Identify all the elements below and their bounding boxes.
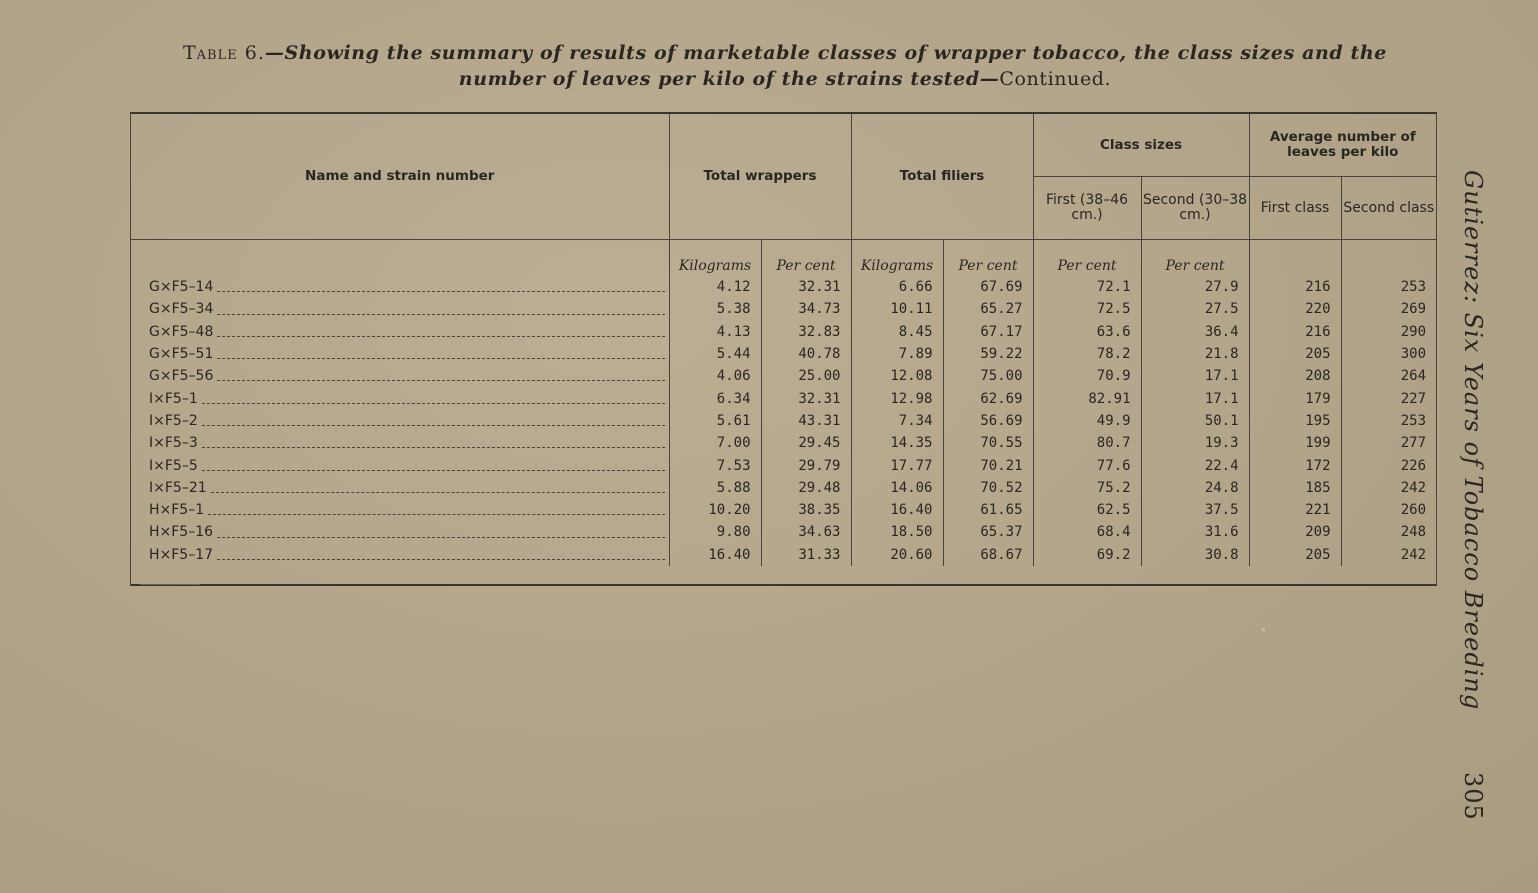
strain-name-cell [131, 499, 669, 521]
table-row [131, 544, 1436, 566]
fillers-kg-cell: 7.89 [851, 343, 943, 365]
strain-name-cell [131, 432, 669, 454]
first-size-percent-cell: 49.9 [1033, 410, 1141, 432]
first-class-leaves-cell: 209 [1249, 521, 1341, 543]
table-title: —Showing the summary of results of marketable classes of wrapper tobacco, the class sizes and the number of leaves per kilo of the strains tested— [264, 42, 1387, 90]
table-row [131, 365, 1436, 387]
leader-dots [208, 514, 665, 515]
fillers-kg-cell: 20.60 [851, 544, 943, 566]
wrappers-percent-cell: 34.63 [761, 521, 851, 543]
strain-name: H×F5–17 [149, 546, 214, 563]
fillers-percent-cell: 67.17 [943, 321, 1033, 343]
fillers-percent-cell: 70.21 [943, 454, 1033, 476]
second-size-percent-cell: 30.8 [1141, 544, 1249, 566]
results-table-frame [130, 112, 1437, 586]
leader-dots [217, 291, 665, 292]
strain-name-cell [131, 544, 669, 566]
header-class-sizes: Class sizes [1033, 114, 1249, 177]
strain-name-cell [131, 343, 669, 365]
leader-dots [217, 537, 665, 538]
paper-speck [140, 584, 200, 585]
second-size-percent-cell: 22.4 [1141, 454, 1249, 476]
second-class-leaves-cell: 242 [1341, 544, 1436, 566]
fillers-percent-cell: 67.69 [943, 276, 1033, 298]
table-row [131, 521, 1436, 543]
second-class-leaves-cell: 277 [1341, 432, 1436, 454]
first-class-leaves-cell: 216 [1249, 321, 1341, 343]
table-row [131, 387, 1436, 409]
first-size-percent-cell: 69.2 [1033, 544, 1141, 566]
second-size-percent-cell: 27.5 [1141, 298, 1249, 320]
second-class-leaves-cell: 260 [1341, 499, 1436, 521]
strain-name-cell [131, 365, 669, 387]
second-class-leaves-cell: 253 [1341, 276, 1436, 298]
second-size-percent-cell: 24.8 [1141, 477, 1249, 499]
table-row [131, 454, 1436, 476]
wrappers-percent-cell: 25.00 [761, 365, 851, 387]
wrappers-kg-cell: 7.53 [669, 454, 761, 476]
first-class-leaves-cell: 221 [1249, 499, 1341, 521]
header-name-strain: Name and strain number [305, 168, 495, 184]
strain-name-cell [131, 477, 669, 499]
fillers-percent-cell: 56.69 [943, 410, 1033, 432]
header-total-fillers: Total filiers [851, 114, 1033, 240]
fillers-kg-cell: 18.50 [851, 521, 943, 543]
strain-name-cell [131, 387, 669, 409]
strain-name-cell [131, 276, 669, 298]
first-class-leaves-cell: 205 [1249, 544, 1341, 566]
first-size-percent-cell: 78.2 [1033, 343, 1141, 365]
fillers-percent-cell: 70.52 [943, 477, 1033, 499]
second-class-leaves-cell: 242 [1341, 477, 1436, 499]
wrappers-percent-cell: 32.31 [761, 276, 851, 298]
fillers-kg-cell: 17.77 [851, 454, 943, 476]
second-size-percent-cell: 50.1 [1141, 410, 1249, 432]
wrappers-kg-cell: 5.61 [669, 410, 761, 432]
strain-name: I×F5–1 [149, 390, 198, 407]
first-class-leaves-cell: 185 [1249, 477, 1341, 499]
fillers-percent-cell: 59.22 [943, 343, 1033, 365]
wrappers-percent-cell: 32.83 [761, 321, 851, 343]
first-class-leaves-cell: 208 [1249, 365, 1341, 387]
wrappers-kg-cell: 9.80 [669, 521, 761, 543]
table-row [131, 410, 1436, 432]
wrappers-percent-cell: 29.48 [761, 477, 851, 499]
strain-name: G×F5–48 [149, 323, 214, 340]
first-class-leaves-cell: 199 [1249, 432, 1341, 454]
continued-note: Continued. [999, 68, 1112, 90]
header-total-wrappers: Total wrappers [669, 114, 851, 240]
fillers-percent-cell: 62.69 [943, 387, 1033, 409]
leader-dots [217, 314, 665, 315]
unit-empty [1341, 240, 1436, 277]
leader-dots [202, 470, 665, 471]
running-head: Gutierrez: Six Years of Tobacco Breeding [1459, 170, 1487, 711]
first-class-leaves-cell: 220 [1249, 298, 1341, 320]
table-row [131, 499, 1436, 521]
first-class-leaves-cell: 195 [1249, 410, 1341, 432]
leader-dots [202, 403, 665, 404]
leader-dots [217, 380, 665, 381]
second-size-percent-cell: 17.1 [1141, 387, 1249, 409]
strain-name: G×F5–14 [149, 279, 214, 296]
table-row [131, 276, 1436, 298]
unit-kilograms-wrappers: Kilograms [669, 240, 761, 277]
table-row [131, 298, 1436, 320]
second-class-leaves-cell: 264 [1341, 365, 1436, 387]
first-size-percent-cell: 77.6 [1033, 454, 1141, 476]
wrappers-percent-cell: 38.35 [761, 499, 851, 521]
fillers-kg-cell: 6.66 [851, 276, 943, 298]
second-size-percent-cell: 19.3 [1141, 432, 1249, 454]
strain-name: G×F5–34 [149, 301, 214, 318]
strain-name: H×F5–1 [149, 502, 205, 519]
fillers-kg-cell: 16.40 [851, 499, 943, 521]
second-class-leaves-cell: 300 [1341, 343, 1436, 365]
unit-empty [1249, 240, 1341, 277]
strain-name: I×F5–2 [149, 412, 198, 429]
second-size-percent-cell: 31.6 [1141, 521, 1249, 543]
header-second-size: Second (30–38 cm.) [1141, 177, 1249, 240]
header-first-size: First (38–46 cm.) [1033, 177, 1141, 240]
page-number: 305 [1459, 772, 1487, 821]
strain-name-cell [131, 521, 669, 543]
fillers-kg-cell: 14.06 [851, 477, 943, 499]
leader-dots [202, 447, 665, 448]
leader-dots [217, 336, 665, 337]
first-class-leaves-cell: 205 [1249, 343, 1341, 365]
page-margin [1455, 160, 1495, 860]
wrappers-percent-cell: 40.78 [761, 343, 851, 365]
table-row [131, 477, 1436, 499]
first-class-leaves-cell: 179 [1249, 387, 1341, 409]
first-class-leaves-cell: 216 [1249, 276, 1341, 298]
second-class-leaves-cell: 227 [1341, 387, 1436, 409]
second-class-leaves-cell: 269 [1341, 298, 1436, 320]
second-size-percent-cell: 21.8 [1141, 343, 1249, 365]
second-class-leaves-cell: 290 [1341, 321, 1436, 343]
strain-name-cell [131, 321, 669, 343]
second-size-percent-cell: 27.9 [1141, 276, 1249, 298]
wrappers-kg-cell: 10.20 [669, 499, 761, 521]
wrappers-kg-cell: 7.00 [669, 432, 761, 454]
table-row [131, 432, 1436, 454]
unit-percent-wrappers: Per cent [761, 240, 851, 277]
strain-name: G×F5–56 [149, 368, 214, 385]
wrappers-kg-cell: 5.38 [669, 298, 761, 320]
strain-name: G×F5–51 [149, 346, 214, 363]
unit-empty [131, 240, 669, 277]
fillers-percent-cell: 65.37 [943, 521, 1033, 543]
wrappers-kg-cell: 4.13 [669, 321, 761, 343]
unit-percent-second: Per cent [1141, 240, 1249, 277]
unit-percent-fillers: Per cent [943, 240, 1033, 277]
leader-dots [217, 559, 665, 560]
fillers-kg-cell: 12.08 [851, 365, 943, 387]
table-caption [140, 40, 1430, 92]
strain-name: I×F5–21 [149, 479, 207, 496]
fillers-percent-cell: 75.00 [943, 365, 1033, 387]
first-size-percent-cell: 62.5 [1033, 499, 1141, 521]
wrappers-percent-cell: 34.73 [761, 298, 851, 320]
leader-dots [202, 425, 665, 426]
header-avg-leaves: Average number of leaves per kilo [1249, 114, 1436, 177]
fillers-kg-cell: 12.98 [851, 387, 943, 409]
strain-name: I×F5–3 [149, 435, 198, 452]
strain-name: I×F5–5 [149, 457, 198, 474]
wrappers-kg-cell: 5.88 [669, 477, 761, 499]
strain-name: H×F5–16 [149, 524, 214, 541]
first-size-percent-cell: 63.6 [1033, 321, 1141, 343]
second-class-leaves-cell: 248 [1341, 521, 1436, 543]
first-size-percent-cell: 72.1 [1033, 276, 1141, 298]
header-second-class: Second class [1341, 177, 1436, 240]
strain-name-cell [131, 298, 669, 320]
fillers-kg-cell: 10.11 [851, 298, 943, 320]
wrappers-kg-cell: 4.12 [669, 276, 761, 298]
table-row [131, 321, 1436, 343]
fillers-kg-cell: 8.45 [851, 321, 943, 343]
first-size-percent-cell: 82.91 [1033, 387, 1141, 409]
fillers-kg-cell: 7.34 [851, 410, 943, 432]
table-label: Table 6. [182, 42, 265, 64]
wrappers-kg-cell: 5.44 [669, 343, 761, 365]
header-first-class: First class [1249, 177, 1341, 240]
fillers-percent-cell: 68.67 [943, 544, 1033, 566]
first-size-percent-cell: 72.5 [1033, 298, 1141, 320]
first-size-percent-cell: 70.9 [1033, 365, 1141, 387]
leader-dots [217, 358, 665, 359]
wrappers-percent-cell: 43.31 [761, 410, 851, 432]
first-size-percent-cell: 68.4 [1033, 521, 1141, 543]
wrappers-percent-cell: 31.33 [761, 544, 851, 566]
wrappers-percent-cell: 29.45 [761, 432, 851, 454]
strain-name-cell [131, 410, 669, 432]
second-size-percent-cell: 17.1 [1141, 365, 1249, 387]
wrappers-percent-cell: 32.31 [761, 387, 851, 409]
wrappers-kg-cell: 6.34 [669, 387, 761, 409]
unit-kilograms-fillers: Kilograms [851, 240, 943, 277]
second-size-percent-cell: 36.4 [1141, 321, 1249, 343]
wrappers-kg-cell: 4.06 [669, 365, 761, 387]
results-table [131, 114, 1436, 566]
first-class-leaves-cell: 172 [1249, 454, 1341, 476]
fillers-percent-cell: 61.65 [943, 499, 1033, 521]
wrappers-percent-cell: 29.79 [761, 454, 851, 476]
wrappers-kg-cell: 16.40 [669, 544, 761, 566]
fillers-percent-cell: 70.55 [943, 432, 1033, 454]
first-size-percent-cell: 80.7 [1033, 432, 1141, 454]
unit-percent-first: Per cent [1033, 240, 1141, 277]
second-class-leaves-cell: 226 [1341, 454, 1436, 476]
fillers-kg-cell: 14.35 [851, 432, 943, 454]
strain-name-cell [131, 454, 669, 476]
leader-dots [211, 492, 665, 493]
paper-speck [1262, 628, 1265, 631]
fillers-percent-cell: 65.27 [943, 298, 1033, 320]
first-size-percent-cell: 75.2 [1033, 477, 1141, 499]
table-row [131, 343, 1436, 365]
second-class-leaves-cell: 253 [1341, 410, 1436, 432]
second-size-percent-cell: 37.5 [1141, 499, 1249, 521]
